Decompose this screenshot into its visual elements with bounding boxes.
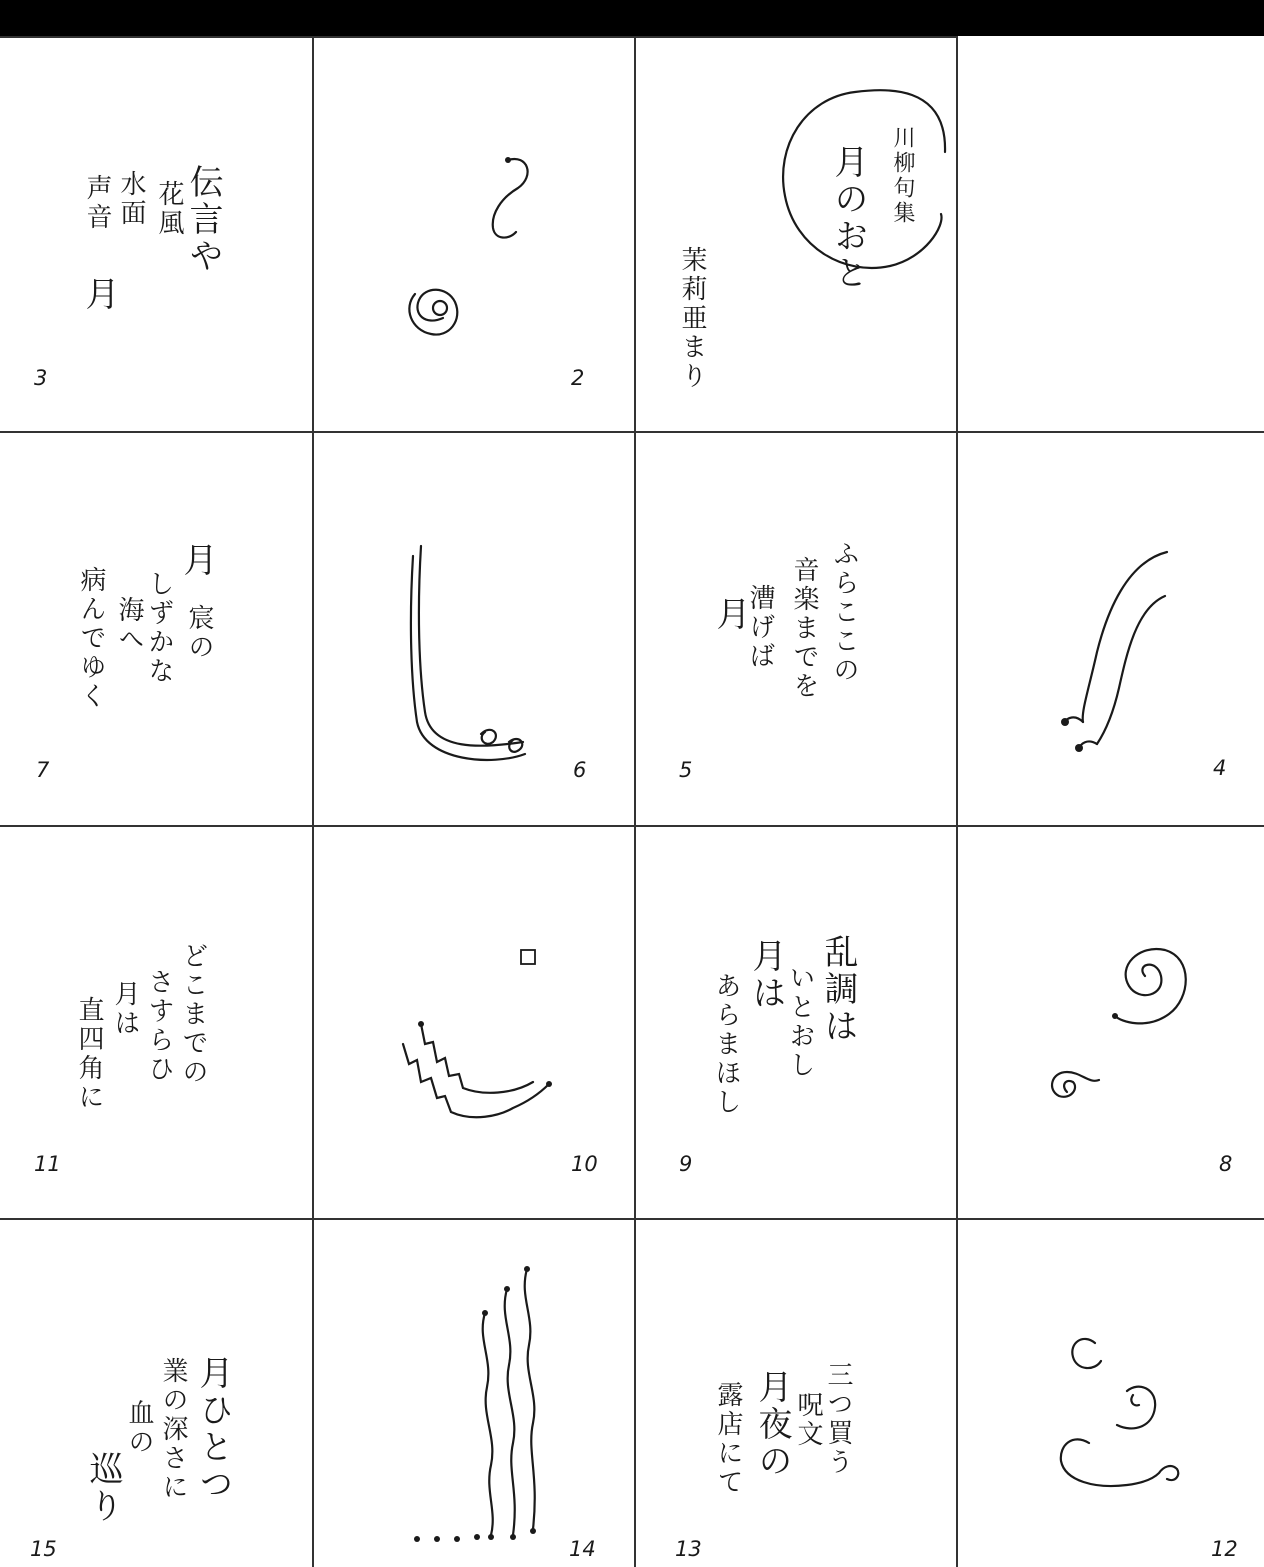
page-number: 13 — [675, 1537, 702, 1561]
haiku-line: 宸の — [184, 604, 214, 662]
book-author: 茉莉亜まり — [677, 246, 707, 391]
curls — [957, 1219, 1264, 1567]
page-8 — [957, 826, 1264, 1218]
haiku-line: ふらここの — [829, 540, 859, 685]
page-12 — [957, 1219, 1264, 1567]
page-number: 4 — [1213, 756, 1227, 780]
spirals — [957, 826, 1264, 1218]
haiku-line: さすらひ — [144, 968, 174, 1084]
page-number: 5 — [679, 758, 693, 782]
haiku-line: 月は — [746, 938, 786, 1012]
haiku-line: 花風 — [154, 180, 184, 238]
haiku-line: しずかな — [144, 570, 174, 686]
haiku-line: 水面 — [116, 170, 146, 228]
page-15 — [0, 1219, 312, 1567]
page-9 — [635, 826, 956, 1218]
haiku-line: 呪文 — [793, 1391, 823, 1449]
page-number: 3 — [34, 366, 48, 390]
haiku-line: 伝言や — [183, 164, 223, 275]
page-number: 8 — [1219, 1152, 1233, 1176]
page-13 — [635, 1219, 956, 1567]
haiku-line: 月 — [79, 276, 119, 313]
page-number: 6 — [573, 758, 587, 782]
haiku-line: 三つ買う — [823, 1361, 853, 1477]
haiku-line: 業の深さに — [158, 1357, 188, 1502]
haiku-line: 音楽までを — [789, 556, 819, 701]
page-number: 9 — [679, 1152, 693, 1176]
haiku-line: どこまでの — [178, 942, 208, 1087]
wavy-lines — [313, 1219, 634, 1567]
page-1-cover — [635, 36, 956, 431]
haiku-line: 病んでゆく — [76, 566, 106, 711]
book-title: 月のおと — [828, 144, 868, 292]
page-11 — [0, 826, 312, 1218]
haiku-line: 月夜の — [752, 1369, 792, 1480]
haiku-line: 乱調は — [818, 934, 858, 1045]
page-3 — [0, 36, 312, 431]
page-7 — [0, 432, 312, 825]
haiku-line: あらまほし — [711, 972, 741, 1117]
page-number: 11 — [34, 1152, 61, 1176]
haiku-line: 海へ — [114, 596, 144, 654]
swirl-icons — [313, 36, 634, 431]
haiku-line: 月ひとつ — [193, 1355, 233, 1503]
haiku-line: 露店にて — [713, 1381, 743, 1497]
page-2 — [313, 36, 634, 431]
page-number: 12 — [1211, 1537, 1238, 1561]
book-series: 川柳句集 — [890, 126, 915, 226]
page-10 — [313, 826, 634, 1218]
haiku-line: 直四角に — [74, 996, 104, 1112]
page-4 — [957, 432, 1264, 825]
haiku-line: 巡り — [83, 1451, 123, 1525]
haiku-line: 声音 — [82, 174, 112, 232]
page-number: 7 — [36, 758, 50, 782]
page-14 — [313, 1219, 634, 1567]
page-number: 15 — [30, 1537, 57, 1561]
haiku-line: 月 — [177, 542, 217, 579]
haiku-line: 月 — [710, 596, 750, 633]
page-number: 2 — [571, 366, 585, 390]
top-bar — [0, 0, 1264, 36]
page-5 — [635, 432, 956, 825]
page-spread-grid — [0, 36, 1264, 1567]
haiku-line: 漕げば — [745, 584, 775, 671]
haiku-line: いとおし — [785, 964, 815, 1080]
page-number: 10 — [571, 1152, 598, 1176]
haiku-line: 血の — [124, 1399, 154, 1457]
page-number: 14 — [569, 1537, 596, 1561]
page-6 — [313, 432, 634, 825]
haiku-line: 月は — [110, 980, 140, 1038]
